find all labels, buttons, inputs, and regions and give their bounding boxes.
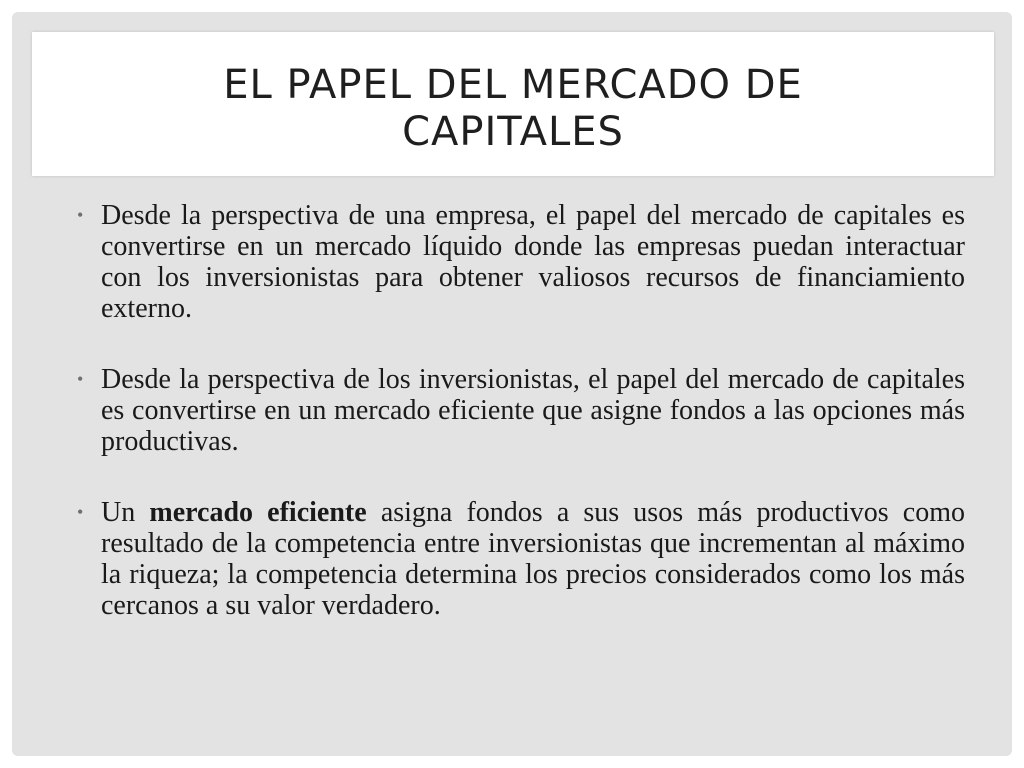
bullet-3-prefix: Un (101, 497, 136, 528)
slide (12, 12, 1012, 756)
bullet-list (77, 200, 965, 661)
bullet-text-2: Desde la perspectiva de los inversionistas, el papel del mercado de capitales es convertirse en un mercado eficiente que asigne fondos a las opciones más productivas. (101, 364, 965, 457)
bullet-dot-icon: • (77, 369, 84, 389)
bullet-dot-icon: • (77, 502, 84, 522)
slide-title-line-2: CAPITALES (402, 109, 624, 155)
slide-title-line-1: EL PAPEL DEL MERCADO DE (223, 62, 803, 108)
bullet-item-2 (77, 364, 965, 457)
bullet-text-1: Desde la perspectiva de una empresa, el papel del mercado de capitales es convertirse en un mercado líquido donde las empresas puedan interactuar con los inversionistas para obtener valiosos recursos de financiamiento externo. (101, 200, 965, 324)
bullet-text-3 (101, 497, 965, 621)
slide-title (32, 62, 994, 156)
title-box (32, 32, 994, 176)
bullet-3-rest: asigna fondos a sus usos más productivos como resultado de la competencia entre inversionistas que incrementan al máximo la riqueza; la competencia determina los precios considerados como los más cercanos a su valor verdadero. (101, 497, 966, 621)
bullet-item-3 (77, 497, 965, 621)
bullet-3-emphasis: mercado eficiente (149, 497, 367, 528)
bullet-dot-icon: • (77, 205, 84, 225)
bullet-item-1 (77, 200, 965, 324)
